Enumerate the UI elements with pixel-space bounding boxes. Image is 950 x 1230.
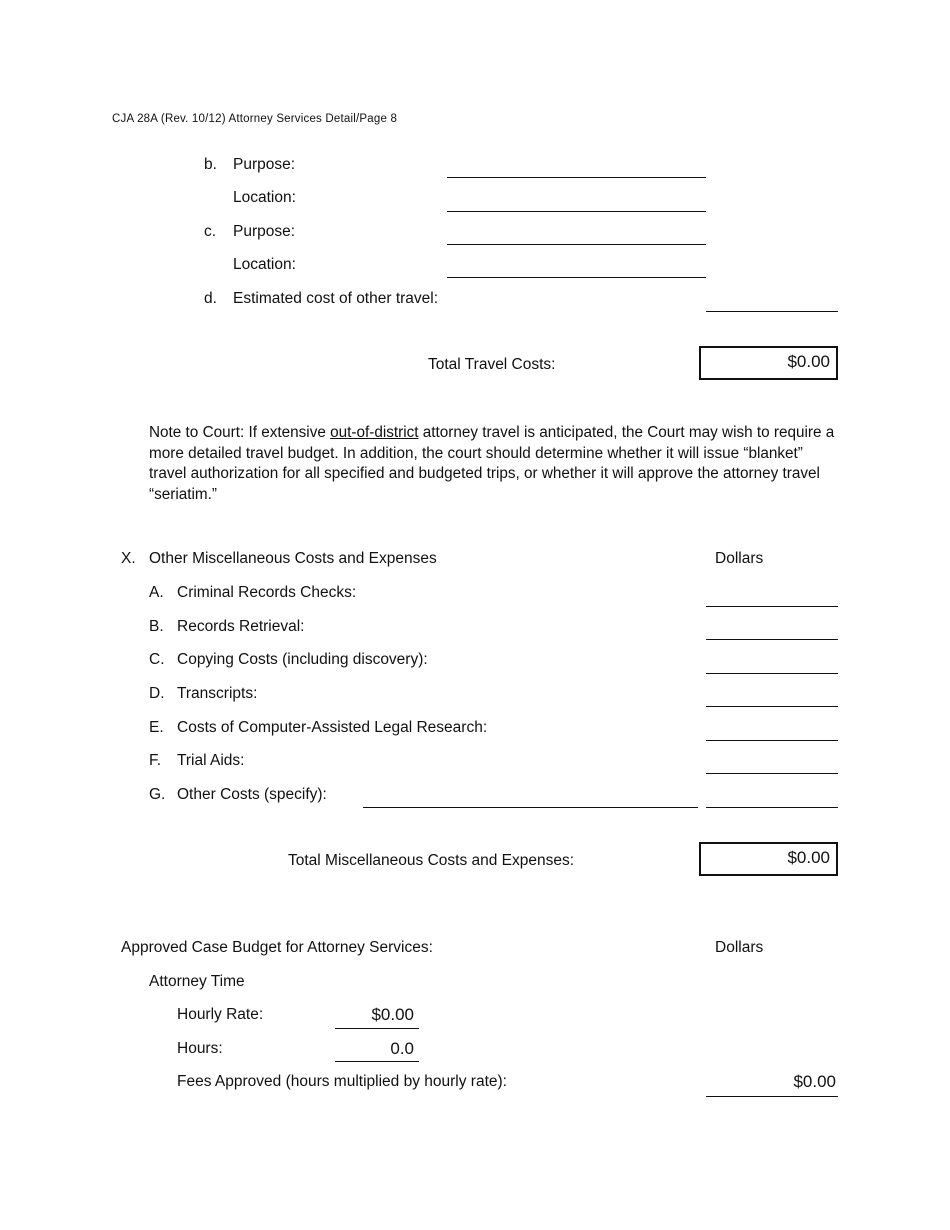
total-travel-box[interactable]: $0.00 xyxy=(699,346,838,380)
item-d2-letter: D. xyxy=(149,685,165,702)
item-g-letter: G. xyxy=(149,786,166,803)
note-suffix: attorney travel is anticipated, the Court may wish to require a more detailed travel budget. In addition, the court should determine whether it will issue “blanket” travel authorization for all specified and budgeted trips, or whether it will approve the attorney travel “seriatim.” xyxy=(149,424,835,503)
item-d-letter: d. xyxy=(204,290,217,307)
item-f-letter: F. xyxy=(149,752,162,769)
item-c-location-field[interactable] xyxy=(447,277,706,278)
other-travel-cost-field[interactable] xyxy=(706,311,838,312)
trial-aids-field[interactable] xyxy=(706,773,838,774)
item-b-purpose-field[interactable] xyxy=(447,177,706,178)
item-d2-label: Transcripts: xyxy=(177,685,258,702)
item-c2-label: Copying Costs (including discovery): xyxy=(177,651,428,668)
budget-title: Approved Case Budget for Attorney Services: xyxy=(121,939,433,956)
hours-value[interactable]: 0.0 xyxy=(390,1039,414,1058)
item-f-label: Trial Aids: xyxy=(177,752,245,769)
other-costs-amount-field[interactable] xyxy=(706,807,838,808)
section-x-letter: X. xyxy=(121,550,136,567)
item-c-purpose-field[interactable] xyxy=(447,244,706,245)
note-prefix: Note to Court: If extensive xyxy=(149,424,331,441)
attorney-time-label: Attorney Time xyxy=(149,973,245,990)
item-b2-letter: B. xyxy=(149,618,164,635)
hours-underline xyxy=(335,1061,419,1062)
hourly-rate-value[interactable]: $0.00 xyxy=(371,1005,414,1024)
item-b2-label: Records Retrieval: xyxy=(177,618,305,635)
item-a-letter: A. xyxy=(149,584,164,601)
fees-approved-underline xyxy=(706,1096,838,1097)
hourly-rate-label: Hourly Rate: xyxy=(177,1006,264,1023)
transcripts-field[interactable] xyxy=(706,706,838,707)
hours-label: Hours: xyxy=(177,1040,223,1057)
form-header: CJA 28A (Rev. 10/12) Attorney Services Detail/Page 8 xyxy=(112,113,398,125)
copying-costs-field[interactable] xyxy=(706,673,838,674)
item-c2-letter: C. xyxy=(149,651,165,668)
total-misc-box[interactable]: $0.00 xyxy=(699,842,838,876)
item-c-purpose-label: Purpose: xyxy=(233,223,296,240)
item-b-purpose-label: Purpose: xyxy=(233,156,296,173)
item-d-label: Estimated cost of other travel: xyxy=(233,290,439,307)
item-b-location-label: Location: xyxy=(233,189,296,206)
total-misc-label: Total Miscellaneous Costs and Expenses: xyxy=(288,852,575,869)
item-b-location-field[interactable] xyxy=(447,211,706,212)
item-e-label: Costs of Computer-Assisted Legal Research: xyxy=(177,719,488,736)
section-x-title: Other Miscellaneous Costs and Expenses xyxy=(149,550,437,567)
total-travel-label: Total Travel Costs: xyxy=(428,356,556,373)
legal-research-field[interactable] xyxy=(706,740,838,741)
other-costs-specify-field[interactable] xyxy=(363,807,698,808)
item-a-label: Criminal Records Checks: xyxy=(177,584,357,601)
budget-dollars-header: Dollars xyxy=(715,939,764,956)
item-c-location-label: Location: xyxy=(233,256,296,273)
item-c-letter: c. xyxy=(204,223,217,240)
hourly-rate-underline xyxy=(335,1028,419,1029)
fees-approved-value[interactable]: $0.00 xyxy=(793,1072,836,1091)
criminal-records-field[interactable] xyxy=(706,606,838,607)
item-g-label: Other Costs (specify): xyxy=(177,786,327,803)
item-b-letter: b. xyxy=(204,156,217,173)
dollars-header: Dollars xyxy=(715,550,764,567)
fees-approved-label: Fees Approved (hours multiplied by hourly rate): xyxy=(177,1073,507,1090)
note-to-court xyxy=(149,423,839,505)
records-retrieval-field[interactable] xyxy=(706,639,838,640)
item-e-letter: E. xyxy=(149,719,164,736)
note-underlined: out-of-district xyxy=(330,424,419,441)
